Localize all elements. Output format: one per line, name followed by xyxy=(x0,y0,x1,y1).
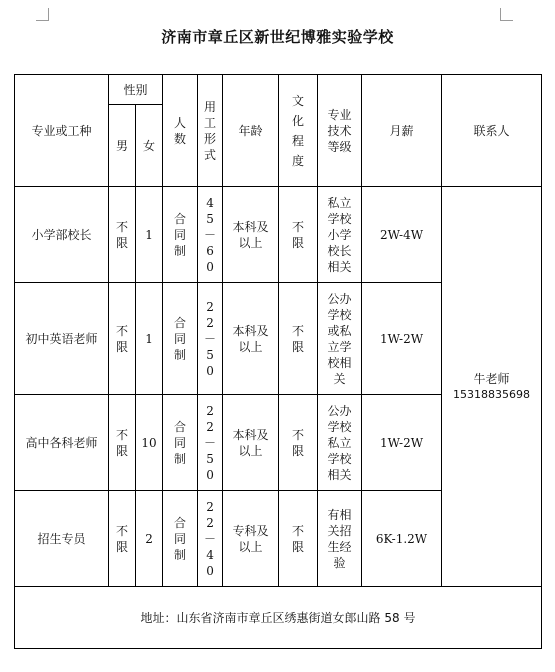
table-row xyxy=(15,187,542,283)
cell-level: 不限 xyxy=(279,395,318,491)
cell-salary: 2W-4W xyxy=(362,187,442,283)
cell-qualification: 公办学校或私立学校相关 xyxy=(318,283,362,395)
cell-education: 本科及以上 xyxy=(223,187,279,283)
header-row-1 xyxy=(15,75,542,105)
corner-mark-left xyxy=(36,8,49,21)
cell-qualification: 公办学校私立学校相关 xyxy=(318,395,362,491)
header-qualification xyxy=(318,75,362,187)
cell-age-range: 22－50 xyxy=(198,283,223,395)
cell-salary: 6K-1.2W xyxy=(362,491,442,587)
header-education xyxy=(279,75,318,187)
cell-female: 1 xyxy=(136,187,163,283)
document-title: 济南市章丘区新世纪博雅实验学校 xyxy=(161,28,394,46)
header-employment xyxy=(198,75,223,187)
recruitment-table xyxy=(14,74,542,649)
cell-contact xyxy=(442,187,542,587)
cell-count: 合同制 xyxy=(163,187,198,283)
cell-count: 合同制 xyxy=(163,395,198,491)
header-female: 女 xyxy=(136,105,163,187)
cell-age-range: 22－40 xyxy=(198,491,223,587)
header-position: 专业或工种 xyxy=(15,75,109,187)
cell-education: 本科及以上 xyxy=(223,283,279,395)
cell-female: 10 xyxy=(136,395,163,491)
header-qualification-label: 专业技术等级 xyxy=(327,107,352,154)
cell-level: 不限 xyxy=(279,491,318,587)
header-contact: 联系人 xyxy=(442,75,542,187)
cell-qualification: 有相关招生经验 xyxy=(318,491,362,587)
cell-education: 专科及以上 xyxy=(223,491,279,587)
cell-qualification: 私立学校小学校长相关 xyxy=(318,187,362,283)
address-cell: 地址：山东省济南市章丘区绣惠街道女郎山路 58 号 xyxy=(15,587,542,649)
header-count-label: 人数 xyxy=(174,115,187,146)
cell-position: 小学部校长 xyxy=(15,187,109,283)
cell-male: 不限 xyxy=(109,283,136,395)
header-age: 年龄 xyxy=(223,75,279,187)
address-row xyxy=(15,587,542,649)
header-employment-label: 用工形式 xyxy=(204,99,217,162)
contact-phone: 15318835698 xyxy=(453,387,530,401)
contact-name: 牛老师 xyxy=(473,371,510,386)
cell-position: 初中英语老师 xyxy=(15,283,109,395)
cell-position: 高中各科老师 xyxy=(15,395,109,491)
cell-age-range: 45－60 xyxy=(198,187,223,283)
cell-position: 招生专员 xyxy=(15,491,109,587)
cell-salary: 1W-2W xyxy=(362,283,442,395)
cell-male: 不限 xyxy=(109,187,136,283)
corner-mark-right xyxy=(500,8,513,21)
cell-male: 不限 xyxy=(109,491,136,587)
header-education-label: 文化程度 xyxy=(292,93,305,168)
cell-count: 合同制 xyxy=(163,283,198,395)
cell-salary: 1W-2W xyxy=(362,395,442,491)
header-male: 男 xyxy=(109,105,136,187)
cell-level: 不限 xyxy=(279,283,318,395)
cell-education: 本科及以上 xyxy=(223,395,279,491)
cell-age-range: 22－50 xyxy=(198,395,223,491)
header-salary: 月薪 xyxy=(362,75,442,187)
cell-female: 1 xyxy=(136,283,163,395)
cell-female: 2 xyxy=(136,491,163,587)
header-count xyxy=(163,75,198,187)
cell-level: 不限 xyxy=(279,187,318,283)
cell-male: 不限 xyxy=(109,395,136,491)
cell-count: 合同制 xyxy=(163,491,198,587)
header-gender: 性别 xyxy=(109,75,163,105)
